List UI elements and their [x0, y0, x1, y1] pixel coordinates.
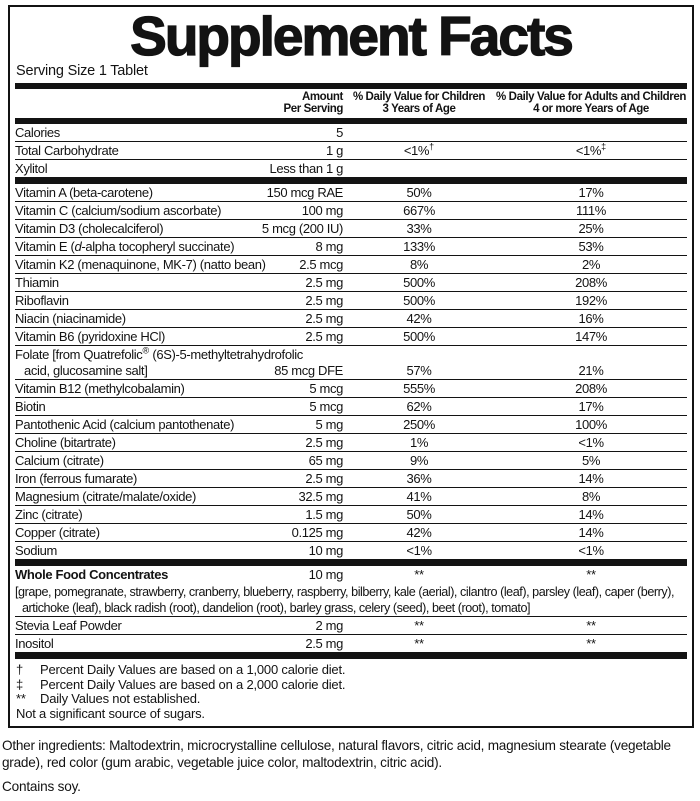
nutrient-name-cell: Iron (ferrous fumarate)	[15, 470, 253, 488]
col-children-line1: % Daily Value for Children	[352, 91, 486, 103]
amount-cell: 100 mg	[253, 202, 343, 220]
daily-value-cell: 2%	[495, 256, 687, 274]
daily-value-cell: **	[343, 635, 495, 656]
nutrient-name-cell: Sodium	[15, 542, 253, 563]
facts-table-body	[15, 121, 687, 656]
amount-cell: 10 mg	[253, 542, 343, 563]
nutrient-name-cell: Riboflavin	[15, 292, 253, 310]
amount-cell: 8 mg	[253, 238, 343, 256]
daily-value-cell	[343, 160, 495, 181]
amount-cell: 150 mcg RAE	[253, 181, 343, 202]
daily-value-cell: 208%	[495, 274, 687, 292]
amount-cell: 5 mcg	[253, 398, 343, 416]
daily-value-cell: 8%	[343, 256, 495, 274]
nutrient-row	[15, 346, 687, 380]
daily-value-cell: 42%	[343, 310, 495, 328]
daily-value-cell: 500%	[343, 274, 495, 292]
nutrient-row	[15, 238, 687, 256]
amount-cell: 2 mg	[253, 617, 343, 635]
daily-value-cell: <1%†	[343, 142, 495, 160]
nutrient-row	[15, 452, 687, 470]
col-header-children	[343, 86, 495, 121]
amount-cell: Less than 1 g	[253, 160, 343, 181]
nutrient-row	[15, 563, 687, 584]
daily-value-cell: 111%	[495, 202, 687, 220]
col-header-amount	[253, 86, 343, 121]
nutrient-name-cell: Whole Food Concentrates	[15, 567, 169, 582]
amount-cell: 32.5 mg	[253, 488, 343, 506]
nutrient-row	[15, 202, 687, 220]
nutrient-row	[15, 121, 687, 142]
daily-value-cell: 16%	[495, 310, 687, 328]
daily-value-cell: 500%	[343, 292, 495, 310]
col-children-line2: 3 Years of Age	[382, 103, 456, 115]
nutrient-name-cell: Thiamin	[15, 274, 253, 292]
nutrient-name-cell: Vitamin K2 (menaquinone, MK-7) (natto bean)	[15, 257, 266, 272]
nutrient-row	[15, 160, 687, 181]
nutrient-name-cell: Inositol	[15, 635, 253, 656]
daily-value-cell: **	[495, 635, 687, 656]
amount-cell: 10 mg	[308, 567, 343, 582]
daily-value-cell: **	[343, 617, 495, 635]
nutrient-name-cell: Vitamin A (beta-carotene)	[15, 181, 253, 202]
daily-value-cell: 192%	[495, 292, 687, 310]
daily-value-cell: <1%	[495, 542, 687, 563]
amount-cell: 2.5 mg	[253, 635, 343, 656]
daily-value-cell: 36%	[343, 470, 495, 488]
amount-cell: 2.5 mg	[253, 434, 343, 452]
daily-value-cell: 100%	[495, 416, 687, 434]
nutrient-row	[15, 470, 687, 488]
daily-value-cell: <1%‡	[495, 142, 687, 160]
footnote-text: Not a significant source of sugars.	[16, 705, 205, 721]
daily-value-cell: <1%	[495, 434, 687, 452]
daily-value-cell: 8%	[495, 488, 687, 506]
amount-cell: 2.5 mg	[253, 310, 343, 328]
nutrient-name-cell: Vitamin C (calcium/sodium ascorbate)	[15, 202, 253, 220]
daily-value-cell: 50%	[343, 181, 495, 202]
nutrient-name-cell: Stevia Leaf Powder	[15, 617, 253, 635]
nutrient-row	[15, 142, 687, 160]
daily-value-cell: 41%	[343, 488, 495, 506]
facts-table	[15, 83, 687, 659]
daily-value-cell: **	[495, 617, 687, 635]
footnote-text: Daily Values not established.	[40, 691, 201, 706]
daily-value-cell: 555%	[343, 380, 495, 398]
nutrient-name-cell: Vitamin B12 (methylcobalamin)	[15, 380, 253, 398]
daily-value-cell: **	[414, 567, 424, 582]
footnote	[16, 678, 687, 693]
serving-size: Serving Size 1 Tablet	[16, 63, 148, 79]
nutrient-name-cell: Choline (bitartrate)	[15, 434, 253, 452]
nutrient-name-cell: Zinc (citrate)	[15, 506, 253, 524]
daily-value-cell: 21%	[495, 346, 687, 380]
footnote	[16, 663, 687, 678]
nutrient-name-cell: Total Carbohydrate	[15, 142, 253, 160]
nutrient-name-cell: Biotin	[15, 398, 253, 416]
col-header-blank	[15, 86, 253, 121]
amount-cell: 2.5 mcg	[253, 256, 343, 274]
facts-box	[8, 5, 694, 728]
nutrient-row	[15, 506, 687, 524]
nutrient-row	[15, 220, 687, 238]
footnotes	[16, 663, 687, 721]
whole-food-list: [grape, pomegranate, strawberry, cranberry, blueberry, raspberry, bilberry, kale (aerial), cilantro (leaf), parsley (leaf), caper (berry), artichoke (leaf), black radish (root), dandelion (root), barley grass, celery (seed), beet (root), tomato]	[15, 583, 687, 617]
nutrient-row	[15, 434, 687, 452]
daily-value-cell: 1%	[343, 434, 495, 452]
nutrient-row	[15, 274, 687, 292]
daily-value-cell: <1%	[343, 542, 495, 563]
nutrient-row	[15, 310, 687, 328]
nutrient-row	[15, 635, 687, 656]
daily-value-cell: 500%	[343, 328, 495, 346]
footnote-text: Percent Daily Values are based on a 1,000 calorie diet.	[40, 662, 346, 677]
footnote	[16, 692, 687, 707]
amount-cell: 2.5 mg	[253, 292, 343, 310]
daily-value-cell: 17%	[495, 181, 687, 202]
amount-cell: 2.5 mg	[253, 328, 343, 346]
daily-value-cell	[495, 121, 687, 142]
nutrient-row	[15, 524, 687, 542]
nutrient-row	[15, 256, 687, 274]
nutrient-name-cell: Vitamin D3 (cholecalciferol)	[15, 220, 253, 238]
facts-table-header	[15, 86, 687, 121]
amount-cell: 1.5 mg	[253, 506, 343, 524]
nutrient-name-cell: Xylitol	[15, 160, 253, 181]
nutrient-name-cell: Calories	[15, 121, 253, 142]
nutrient-row	[15, 328, 687, 346]
daily-value-cell: 14%	[495, 470, 687, 488]
daily-value-cell: 50%	[343, 506, 495, 524]
daily-value-cell: 62%	[343, 398, 495, 416]
nutrient-name-cell: Calcium (citrate)	[15, 452, 253, 470]
amount-cell: 5 mg	[253, 416, 343, 434]
footnote-text: Percent Daily Values are based on a 2,000 calorie diet.	[40, 676, 346, 692]
daily-value-cell: **	[586, 567, 596, 582]
nutrient-row	[15, 292, 687, 310]
daily-value-cell: 57%	[343, 346, 495, 380]
daily-value-cell	[495, 160, 687, 181]
nutrient-name-cell: Niacin (niacinamide)	[15, 310, 253, 328]
daily-value-cell: 9%	[343, 452, 495, 470]
daily-value-cell: 53%	[495, 238, 687, 256]
daily-value-cell: 14%	[495, 524, 687, 542]
amount-cell: 2.5 mg	[253, 274, 343, 292]
footnote-symbol: **	[16, 691, 26, 706]
amount-cell: 5	[253, 121, 343, 142]
amount-cell: 65 mg	[253, 452, 343, 470]
nutrient-row	[15, 416, 687, 434]
daily-value-cell: 133%	[343, 238, 495, 256]
nutrient-row	[15, 398, 687, 416]
nutrient-row	[15, 542, 687, 563]
amount-cell: 2.5 mg	[253, 470, 343, 488]
footnote-symbol: ‡	[16, 676, 24, 692]
nutrient-name-cell: Pantothenic Acid (calcium pantothenate)	[15, 416, 253, 434]
nutrient-name-cell: Vitamin E (d-alpha tocopheryl succinate)	[15, 238, 253, 256]
daily-value-cell: 147%	[495, 328, 687, 346]
daily-value-cell: 667%	[343, 202, 495, 220]
nutrient-row	[15, 181, 687, 202]
daily-value-cell	[343, 121, 495, 142]
col-amount-line2: Per Serving	[283, 103, 343, 115]
daily-value-cell: 5%	[495, 452, 687, 470]
daily-value-cell: 250%	[343, 416, 495, 434]
daily-value-cell: 42%	[343, 524, 495, 542]
daily-value-cell: 17%	[495, 398, 687, 416]
nutrient-row	[15, 380, 687, 398]
amount-cell: 5 mcg (200 IU)	[253, 220, 343, 238]
other-ingredients: Other ingredients: Maltodextrin, microcrystalline cellulose, natural flavors, citric acid, magnesium stearate (vegetable grade), red color (gum arabic, vegetable juice color, maltodextrin, citric acid).	[2, 738, 671, 770]
nutrient-name-cell: Vitamin B6 (pyridoxine HCl)	[15, 328, 253, 346]
amount-cell: 0.125 mg	[253, 524, 343, 542]
col-adults-line2: 4 or more Years of Age	[533, 103, 649, 115]
col-amount-line1: Amount	[301, 91, 343, 103]
col-header-adults	[495, 86, 687, 121]
col-adults-line1: % Daily Value for Adults and Children	[496, 91, 686, 103]
amount-cell: 1 g	[253, 142, 343, 160]
panel-title: Supplement Facts	[130, 5, 572, 67]
daily-value-cell: 33%	[343, 220, 495, 238]
nutrient-name-cell: Copper (citrate)	[15, 524, 253, 542]
nutrient-sublist-row	[15, 583, 687, 617]
footnote	[16, 707, 687, 722]
daily-value-cell: 208%	[495, 380, 687, 398]
footnote-symbol: †	[16, 662, 24, 677]
daily-value-cell: 25%	[495, 220, 687, 238]
daily-value-cell: 14%	[495, 506, 687, 524]
nutrient-name-cell: Magnesium (citrate/malate/oxide)	[15, 488, 253, 506]
nutrient-row	[15, 488, 687, 506]
contains-allergen: Contains soy.	[2, 779, 81, 794]
nutrient-name-cell: Folate [from Quatrefolic® (6S)-5-methyltetrahydrofolic acid, glucosamine salt] 85 mcg DFE	[15, 345, 343, 378]
supplement-facts-page	[0, 5, 700, 795]
amount-cell: 5 mcg	[253, 380, 343, 398]
nutrient-row	[15, 617, 687, 635]
